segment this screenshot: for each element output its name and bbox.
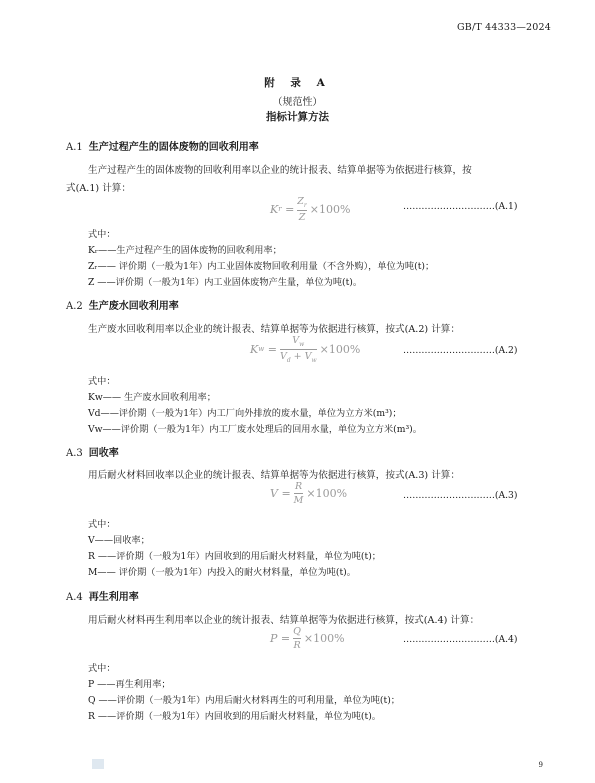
definition: Kw—— 生产废水回收利用率；	[88, 392, 216, 403]
definition: Z ——评价期（一般为1年）内工业固体废物产生量，单位为吨(t)。	[88, 277, 363, 288]
equation-number: …………………………(A.4)	[403, 634, 518, 645]
section-number: A.2	[66, 301, 83, 312]
paragraph: 用后耐火材料回收率以企业的统计报表、结算单据等为依据进行核算，按式(A.3) 计算：	[88, 470, 460, 481]
section-title: 回收率	[88, 448, 119, 459]
definition: Kᵣ——生产过程产生的固体废物的回收利用率；	[88, 245, 282, 256]
section-a1-heading	[66, 138, 259, 153]
appendix-normative: （规范性）	[272, 97, 323, 108]
where-label: 式中：	[88, 376, 116, 387]
formula-a1: K r = $\frac{Z_r}{Z}$ ×100%	[270, 196, 351, 223]
scan-mark	[92, 759, 104, 769]
equation-number: …………………………(A.2)	[403, 345, 518, 356]
section-number: A.4	[66, 592, 83, 603]
section-a2-heading	[66, 297, 179, 312]
section-title: 生产过程产生的固体废物的回收利用率	[88, 142, 259, 153]
section-a4-heading	[66, 588, 139, 603]
section-title: 再生利用率	[88, 592, 139, 603]
definition: Q ——评价期（一般为1年）内用后耐火材料再生的可利用量，单位为吨(t)；	[88, 695, 400, 706]
paragraph: 生产废水回收利用率以企业的统计报表、结算单据等为依据进行核算，按式(A.2) 计算：	[88, 324, 460, 335]
definition: P ——再生利用率；	[88, 679, 171, 690]
paragraph: 生产过程产生的固体废物的回收利用率以企业的统计报表、结算单据等为依据进行核算，按	[88, 165, 472, 176]
paragraph: 式(A.1) 计算：	[66, 183, 131, 194]
where-label: 式中：	[88, 519, 116, 530]
section-a3-heading	[66, 444, 119, 459]
formula-a2: K w = $\frac{V_w}{V_d + V_w}$ ×100%	[250, 335, 361, 364]
definition: R ——评价期（一般为1年）内回收到的用后耐火材料量，单位为吨(t)；	[88, 551, 381, 562]
page-number: 9	[538, 761, 543, 769]
equation-number: …………………………(A.3)	[403, 490, 518, 501]
definition: Zᵣ—— 评价期（一般为1年）内工业固体废物回收利用量（不含外购），单位为吨(t)；	[88, 261, 435, 272]
equation-number: …………………………(A.1)	[403, 201, 518, 212]
definition: R ——评价期（一般为1年）内回收到的用后耐火材料量，单位为吨(t)。	[88, 711, 381, 722]
definition: Vw——评价期（一般为1年）内工厂废水处理后的回用水量，单位为立方米(m³)。	[88, 424, 422, 435]
where-label: 式中：	[88, 229, 116, 240]
definition: V——回收率；	[88, 535, 150, 546]
standard-code: GB/T 44333—2024	[456, 22, 551, 33]
paragraph: 用后耐火材料再生利用率以企业的统计报表、结算单据等为依据进行核算，按式(A.4) 计算：	[88, 615, 480, 626]
formula-a4: P = $\frac{Q}{R}$ ×100%	[270, 626, 345, 651]
section-number: A.1	[66, 142, 83, 153]
definition: M—— 评价期（一般为1年）内投入的耐火材料量，单位为吨(t)。	[88, 567, 356, 578]
definition: Vd——评价期（一般为1年）内工厂向外排放的废水量，单位为立方米(m³)；	[88, 408, 402, 419]
appendix-name: 指标计算方法	[266, 111, 329, 123]
formula-a3: V = $\frac{R}{M}$ ×100%	[270, 481, 348, 506]
appendix-title: 附 录 A	[264, 77, 331, 89]
section-number: A.3	[66, 448, 83, 459]
where-label: 式中：	[88, 663, 116, 674]
section-title: 生产废水回收利用率	[88, 301, 179, 312]
